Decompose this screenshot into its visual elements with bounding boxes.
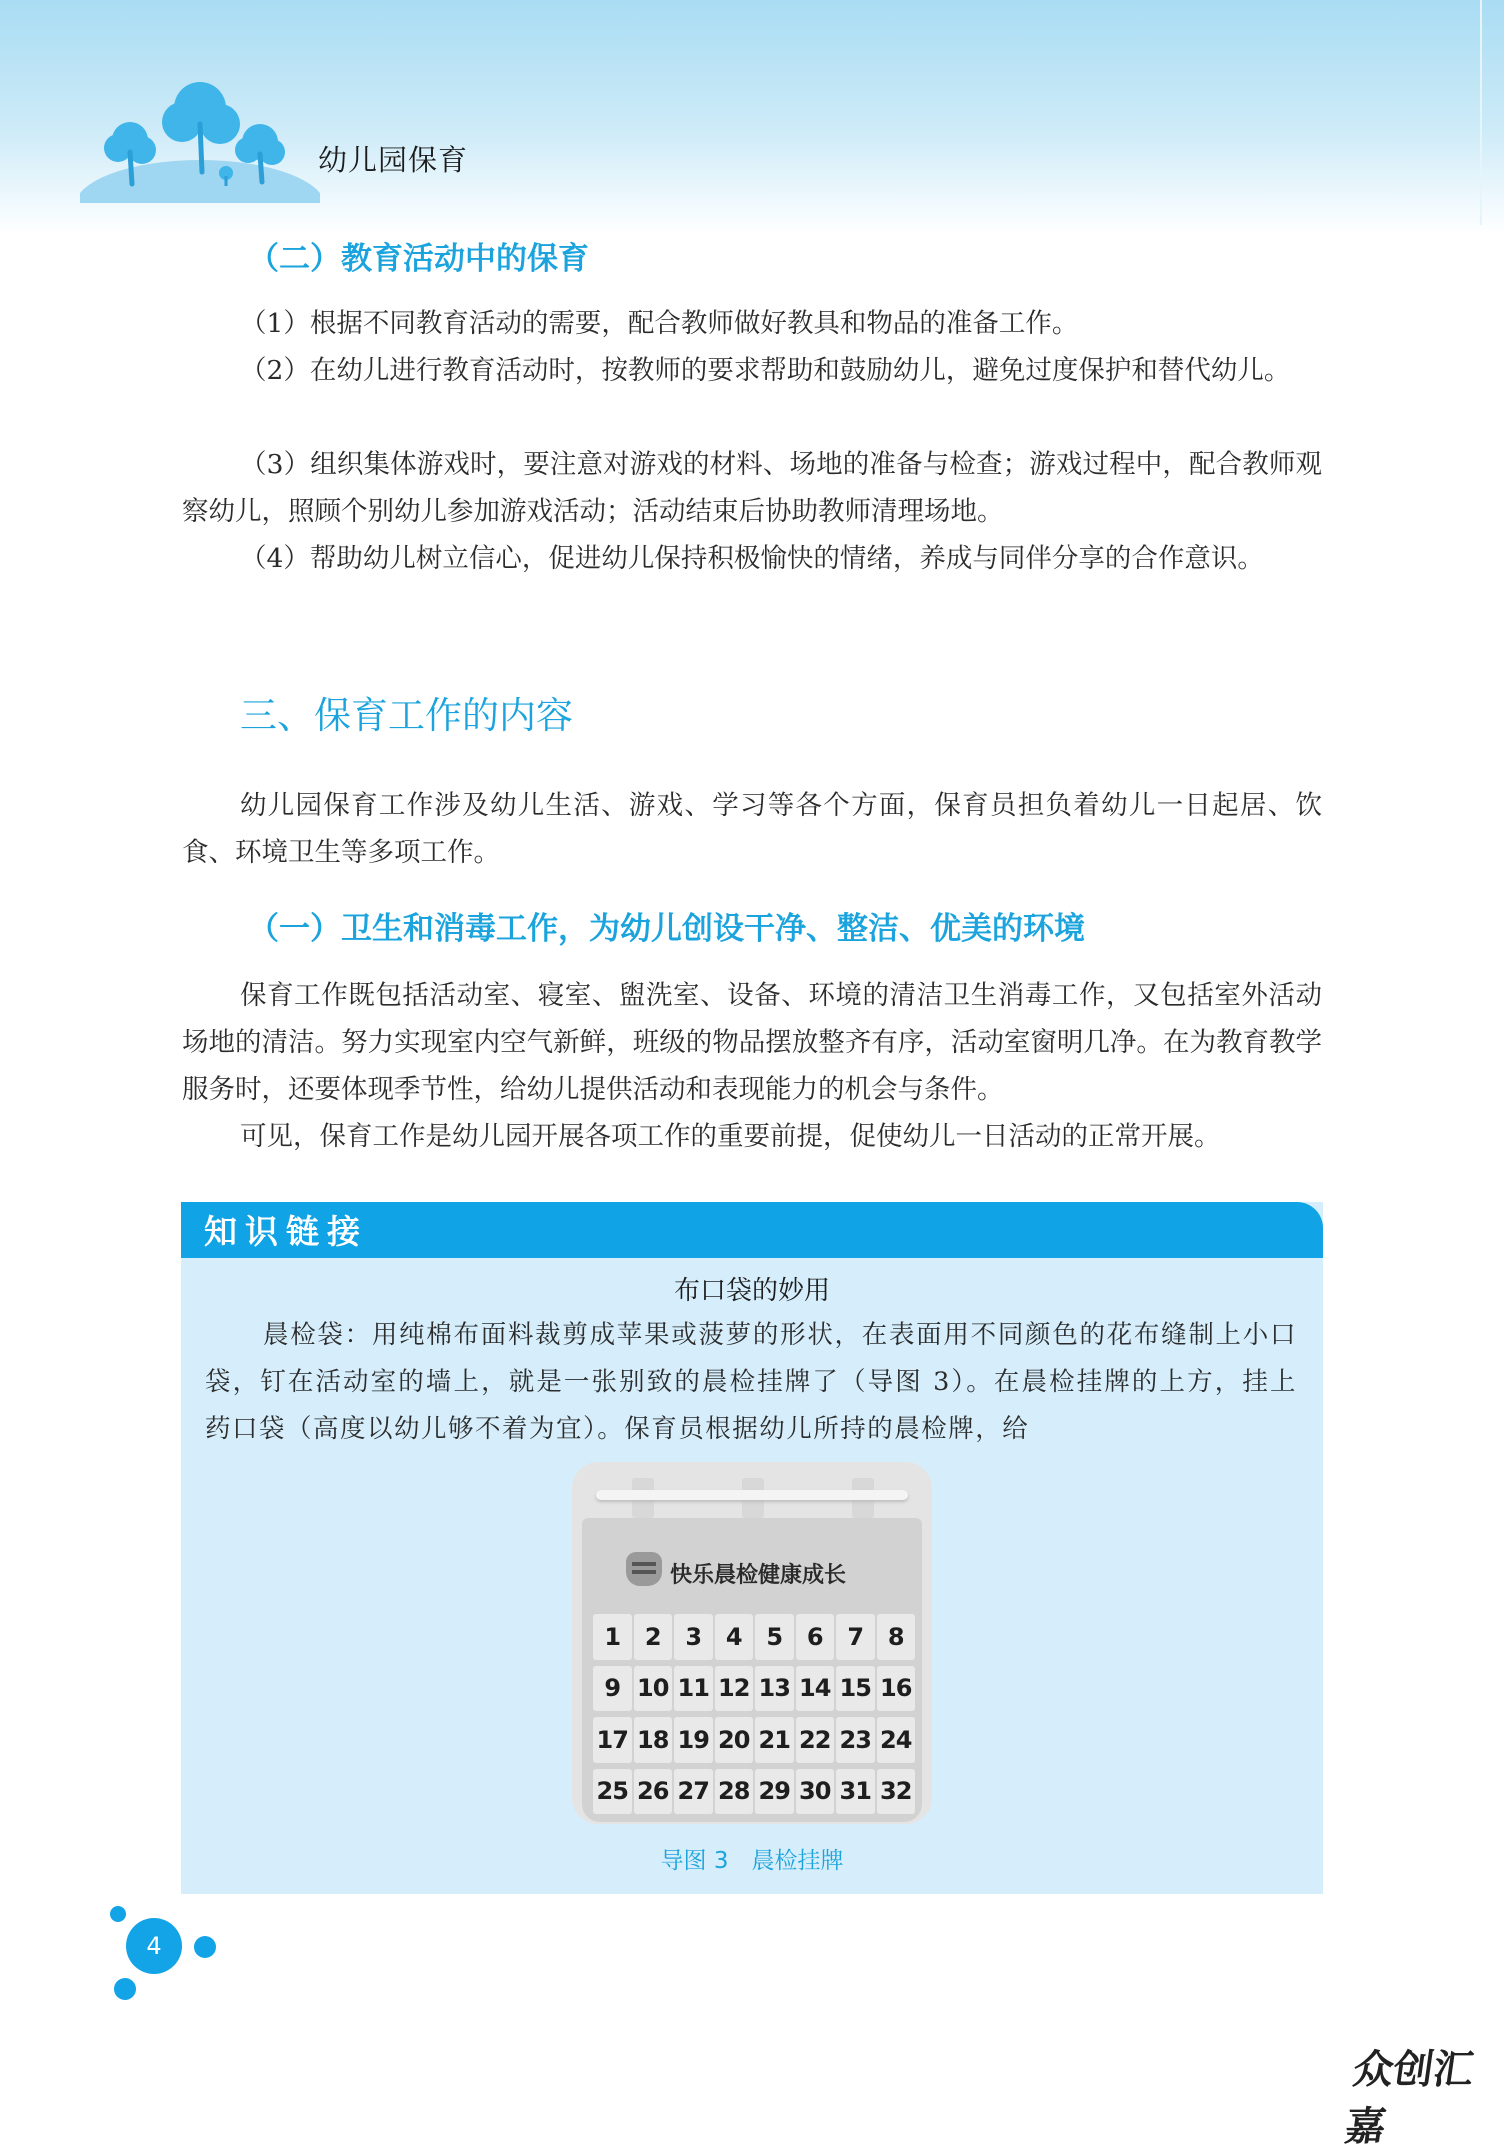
pocket-number: 2 bbox=[634, 1614, 673, 1660]
pocket-number: 11 bbox=[674, 1666, 713, 1712]
hanger-rod bbox=[596, 1490, 908, 1500]
pocket-number: 9 bbox=[593, 1666, 632, 1712]
pocket-number: 17 bbox=[593, 1717, 632, 1763]
pocket-number: 14 bbox=[796, 1666, 835, 1712]
pocket-number: 1 bbox=[593, 1614, 632, 1660]
pocket-number: 16 bbox=[877, 1666, 916, 1712]
page-number: 4 bbox=[126, 1918, 182, 1974]
pocket-number: 6 bbox=[796, 1614, 835, 1660]
pocket-number: 13 bbox=[755, 1666, 794, 1712]
section3-intro: 幼儿园保育工作涉及幼儿生活、游戏、学习等各个方面，保育员担负着幼儿一日起居、饮食、环境卫生等多项工作。 bbox=[182, 790, 1322, 868]
pocket-number: 5 bbox=[755, 1614, 794, 1660]
knowledge-box-text: 晨检袋：用纯棉布面料裁剪成苹果或菠萝的形状，在表面用不同颜色的花布缝制上小口袋，钉在活动室的墙上，就是一张别致的晨检挂牌了（导图 3）。在晨检挂牌的上方，挂上药口袋（高度以幼儿够不着为宜）。保育员根据幼儿所持的晨检牌，给 bbox=[205, 1320, 1297, 1444]
pocket-number: 31 bbox=[836, 1769, 875, 1815]
pocket-number: 30 bbox=[796, 1769, 835, 1815]
section3-sub1-paragraph-2: 可见，保育工作是幼儿园开展各项工作的重要前提，促使幼儿一日活动的正常开展。 bbox=[240, 1121, 1221, 1152]
pocket-number: 25 bbox=[593, 1769, 632, 1815]
section3-heading: 三、保育工作的内容 bbox=[240, 694, 573, 737]
pocket-number: 20 bbox=[715, 1717, 754, 1763]
pocket-number: 26 bbox=[634, 1769, 673, 1815]
decor-dot bbox=[114, 1978, 136, 2000]
pocket-number: 8 bbox=[877, 1614, 916, 1660]
morning-check-board-photo bbox=[572, 1462, 932, 1824]
figure-caption: 导图 3 晨检挂牌 bbox=[660, 1848, 844, 1874]
knowledge-box-subtitle: 布口袋的妙用 bbox=[673, 1276, 830, 1306]
pocket-number: 15 bbox=[836, 1666, 875, 1712]
pocket-number: 19 bbox=[674, 1717, 713, 1763]
section2-paragraph-4: （4）帮助幼儿树立信心，促进幼儿保持积极愉快的情绪，养成与同伴分享的合作意识。 bbox=[240, 543, 1264, 574]
pocket-number: 18 bbox=[634, 1717, 673, 1763]
pocket-number: 29 bbox=[755, 1769, 794, 1815]
trees-icon bbox=[80, 78, 320, 203]
pocket-number: 23 bbox=[836, 1717, 875, 1763]
running-title: 幼儿园保育 bbox=[318, 143, 469, 177]
board-title: 快乐晨检健康成长 bbox=[670, 1563, 847, 1588]
pocket-number: 22 bbox=[796, 1717, 835, 1763]
section2-heading: （二）教育活动中的保育 bbox=[248, 241, 589, 277]
pocket-grid bbox=[592, 1614, 916, 1814]
tiger-icon bbox=[626, 1552, 662, 1586]
pocket-number: 10 bbox=[634, 1666, 673, 1712]
pocket-number: 4 bbox=[715, 1614, 754, 1660]
section3-sub1-paragraph-1: 保育工作既包括活动室、寝室、盥洗室、设备、环境的清洁卫生消毒工作，又包括室外活动场地的清洁。努力实现室内空气新鲜，班级的物品摆放整齐有序，活动室窗明几净。在为教育教学服务时，还要体现季节性，给幼儿提供活动和表现能力的机会与条件。 bbox=[182, 980, 1322, 1105]
section3-sub1-heading: （一）卫生和消毒工作，为幼儿创设干净、整洁、优美的环境 bbox=[248, 911, 1085, 947]
section2-paragraph-2: （2）在幼儿进行教育活动时，按教师的要求帮助和鼓励幼儿，避免过度保护和替代幼儿。 bbox=[240, 355, 1291, 386]
pocket-number: 12 bbox=[715, 1666, 754, 1712]
pocket-number: 7 bbox=[836, 1614, 875, 1660]
pocket-number: 3 bbox=[674, 1614, 713, 1660]
decor-dot bbox=[110, 1906, 126, 1922]
section2-paragraph-1: （1）根据不同教育活动的需要，配合教师做好教具和物品的准备工作。 bbox=[240, 308, 1079, 339]
pocket-number: 21 bbox=[755, 1717, 794, 1763]
pocket-number: 32 bbox=[877, 1769, 916, 1815]
watermark-logo: 众创汇嘉 bbox=[1342, 2047, 1477, 2150]
decor-dot bbox=[194, 1936, 216, 1958]
pocket-number: 27 bbox=[674, 1769, 713, 1815]
knowledge-box-title: 知识链接 bbox=[204, 1212, 368, 1251]
section2-paragraph-3: （3）组织集体游戏时，要注意对游戏的材料、场地的准备与检查；游戏过程中，配合教师观察幼儿，照顾个别幼儿参加游戏活动；活动结束后协助教师清理场地。 bbox=[182, 449, 1322, 527]
pocket-number: 24 bbox=[877, 1717, 916, 1763]
header-rule bbox=[1480, 0, 1482, 225]
pocket-number: 28 bbox=[715, 1769, 754, 1815]
